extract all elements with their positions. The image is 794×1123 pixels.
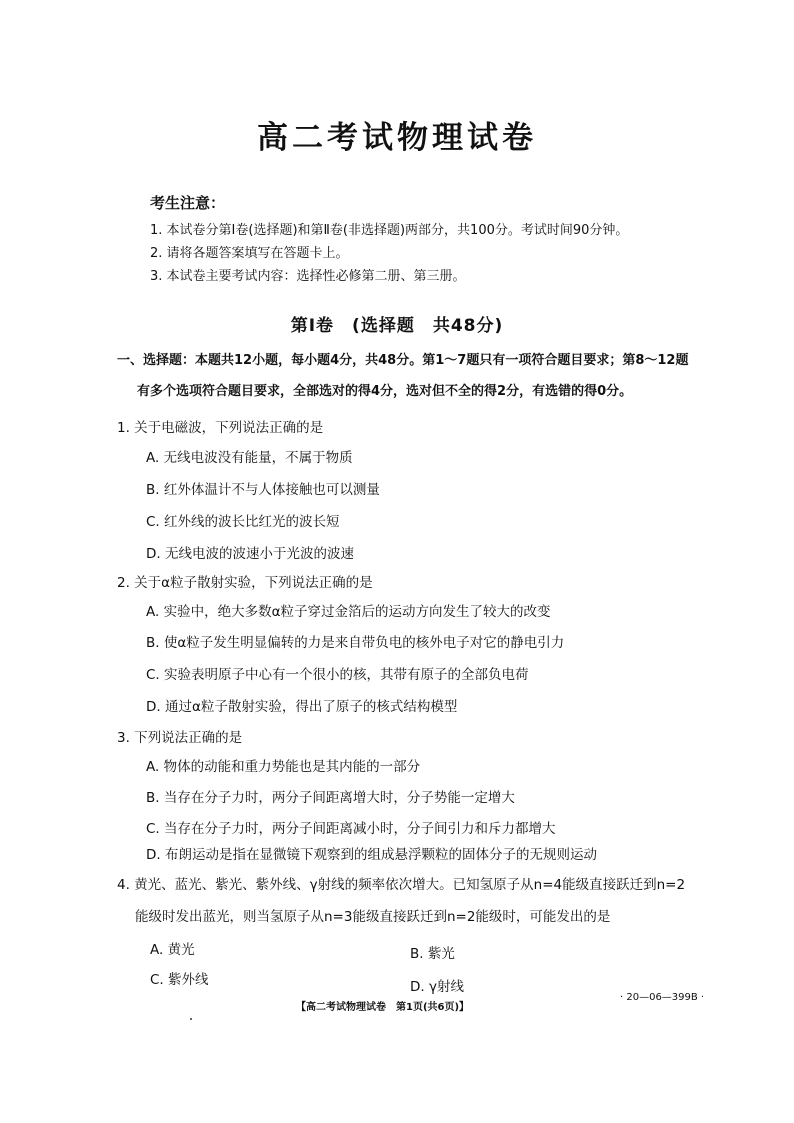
question-option: A. 实验中，绝大多数α粒子穿过金箔后的运动方向发生了较大的改变 [146,604,551,620]
question-option: C. 紫外线 [150,972,209,988]
question-option: A. 无线电波没有能量，不属于物质 [146,450,353,466]
notice-line: 1. 本试卷分第Ⅰ卷(选择题)和第Ⅱ卷(非选择题)两部分，共100分。考试时间90分钟。 [150,223,629,238]
exam-title: 高二考试物理试卷 [257,120,537,156]
notice-line: 3. 本试卷主要考试内容：选择性必修第二册、第三册。 [150,269,466,284]
question-stem: 3. 下列说法正确的是 [117,730,243,746]
section-instructions [117,345,757,407]
candidate-notice [150,192,628,288]
exam-code: · 20—06—399B · [620,992,705,1003]
question-option: D. 通过α粒子散射实验，得出了原子的核式结构模型 [146,699,458,715]
question-option: D. γ射线 [410,979,464,995]
question-stem: 能级时发出蓝光，则当氢原子从n=3能级直接跃迁到n=2能级时，可能发出的是 [135,909,611,925]
question-stem: 2. 关于α粒子散射实验，下列说法正确的是 [117,575,373,591]
question-option: C. 实验表明原子中心有一个很小的核，其带有原子的全部负电荷 [146,667,529,683]
section-title: 第Ⅰ卷 (选择题 共48分) [290,316,504,336]
question-option: B. 紫光 [410,946,455,962]
question-option: B. 使α粒子发生明显偏转的力是来自带负电的核外电子对它的静电引力 [146,635,565,651]
question-option: D. 布朗运动是指在显微镜下观察到的组成悬浮颗粒的固体分子的无规则运动 [146,847,597,863]
notice-line: 2. 请将各题答案填写在答题卡上。 [150,246,349,261]
question-option: A. 黄光 [150,942,195,958]
question-option: C. 当存在分子力时，两分子间距离减小时，分子间引力和斥力都增大 [146,821,556,837]
page-footer: 【高二考试物理试卷 第1页(共6页)】 [296,1002,470,1013]
question-option: A. 物体的动能和重力势能也是其内能的一部分 [146,759,421,775]
scan-speck [190,1018,192,1020]
question-stem: 4. 黄光、蓝光、紫光、紫外线、γ射线的频率依次增大。已知氢原子从n=4能级直接跃迁到n=2 [117,877,686,893]
question-option: B. 当存在分子力时，两分子间距离增大时，分子势能一定增大 [146,790,515,806]
question-option: C. 红外线的波长比红光的波长短 [146,514,340,530]
instruction-line: 一、选择题：本题共12小题，每小题4分，共48分。第1～7题只有一项符合题目要求；第8～12题 [117,353,689,368]
instruction-line: 有多个选项符合题目要求，全部选对的得4分，选对但不全的得2分，有选错的得0分。 [137,384,633,399]
notice-heading: 考生注意： [150,194,226,212]
question-option: B. 红外体温计不与人体接触也可以测量 [146,482,380,498]
question-stem: 1. 关于电磁波，下列说法正确的是 [117,420,324,436]
question-option: D. 无线电波的波速小于光波的波速 [146,546,354,562]
